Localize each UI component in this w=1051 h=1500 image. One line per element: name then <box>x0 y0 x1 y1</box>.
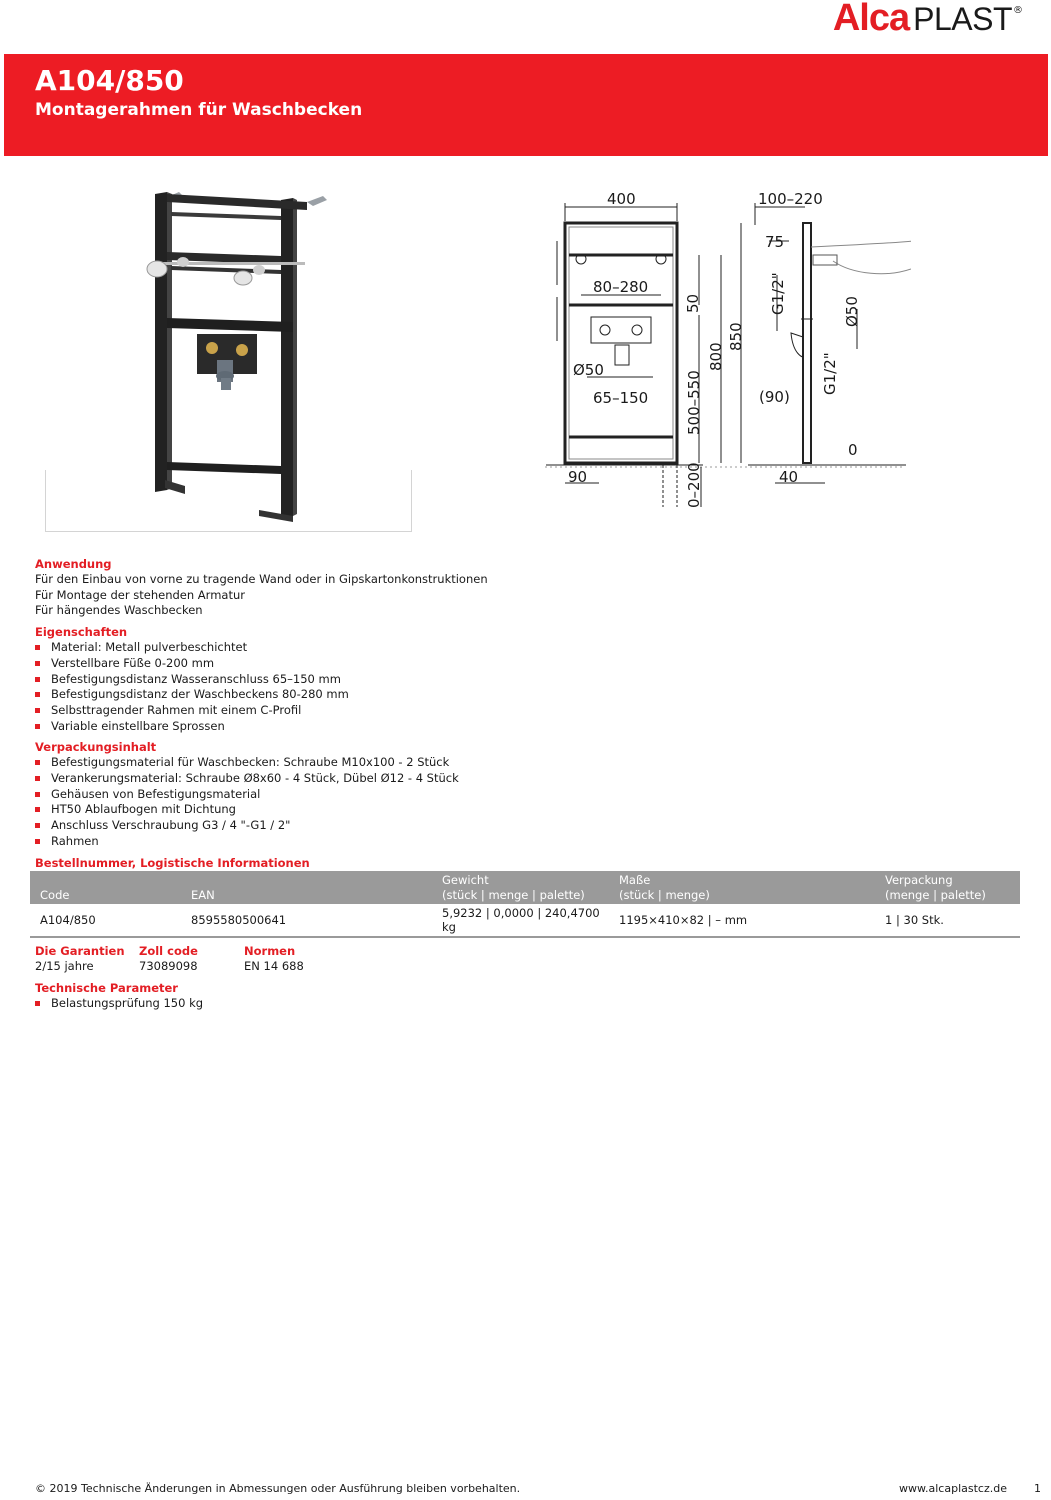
bullet-square-icon <box>35 823 40 828</box>
bullet-square-icon <box>35 792 40 797</box>
list-item <box>35 996 1025 1012</box>
meta-info <box>35 944 1025 975</box>
dim-800: 800 <box>707 342 725 371</box>
list-item-text: Befestigungsdistanz Wasseranschluss 65–150 mm <box>51 671 341 686</box>
dimension-drawing-icon <box>543 185 911 515</box>
list-item <box>35 818 1025 834</box>
logistics-table <box>30 871 1020 938</box>
page-footer <box>35 1482 1041 1495</box>
logo-registered: ® <box>1013 5 1023 16</box>
technische-list <box>35 996 1025 1012</box>
list-item <box>35 640 1025 656</box>
list-item-text: Befestigungsdistanz der Waschbeckens 80-280 mm <box>51 687 349 702</box>
bullet-square-icon <box>35 645 40 650</box>
list-item-text: Variable einstellbare Sprossen <box>51 718 225 733</box>
cell-verpackung: 1 | 30 Stk. <box>875 904 1020 937</box>
list-item-text: Material: Metall pulverbeschichtet <box>51 640 248 655</box>
list-item <box>35 834 1025 850</box>
product-photo <box>45 180 411 532</box>
cell-ean: 8595580500641 <box>181 904 432 937</box>
brand-logo <box>832 0 1023 39</box>
list-item <box>35 687 1025 703</box>
dim-zero: 0 <box>848 441 858 459</box>
anwendung-title: Anwendung <box>35 557 112 571</box>
logo-alca: Alca <box>832 0 910 39</box>
product-subtitle: Montagerahmen für Waschbecken <box>35 100 363 120</box>
col-header-gewicht: Gewicht (stück | menge | palette) <box>432 871 609 904</box>
list-item <box>35 771 1025 787</box>
bullet-square-icon <box>35 776 40 781</box>
meta-label: Die Garantien <box>35 943 125 958</box>
dim-80-280: 80–280 <box>593 278 649 296</box>
product-code: A104/850 <box>35 64 184 97</box>
technical-drawing <box>543 185 911 515</box>
cell-gewicht: 5,9232 | 0,0000 | 240,4700 kg <box>432 904 609 937</box>
dim-0-200: 0–200 <box>685 462 703 508</box>
spec-content <box>35 556 1025 1012</box>
dim-d50-front: Ø50 <box>573 361 604 379</box>
bullet-square-icon <box>35 677 40 682</box>
cell-code: A104/850 <box>30 904 181 937</box>
meta-label: Zoll code <box>139 943 198 958</box>
technische-title: Technische Parameter <box>35 980 178 995</box>
dim-50: 50 <box>684 293 702 313</box>
footer-url[interactable]: www.alcaplastcz.de <box>899 1482 1007 1495</box>
dim-100-220: 100–220 <box>758 190 823 208</box>
list-item-text: Befestigungsmaterial für Waschbecken: Schraube M10x100 - 2 Stück <box>51 755 450 770</box>
anwendung-line: Für hängendes Waschbecken <box>35 603 203 618</box>
eigenschaften-list <box>35 640 1025 734</box>
col-header-ean: EAN <box>181 871 432 904</box>
bullet-square-icon <box>35 692 40 697</box>
dim-400: 400 <box>607 190 636 208</box>
meta-value: 2/15 jahre <box>35 959 94 974</box>
list-item-text: Verstellbare Füße 0-200 mm <box>51 655 215 670</box>
list-item <box>35 719 1025 735</box>
list-item <box>35 802 1025 818</box>
anwendung-line: Für Montage der stehenden Armatur <box>35 587 245 602</box>
bullet-square-icon <box>35 708 40 713</box>
meta-garantie <box>35 944 139 975</box>
meta-label: Normen <box>244 943 296 958</box>
dim-40: 40 <box>779 468 799 486</box>
meta-normen <box>244 944 304 975</box>
list-item-text: Selbsttragender Rahmen mit einem C-Profil <box>51 702 302 717</box>
list-item-text: Gehäusen von Befestigungsmaterial <box>51 786 261 801</box>
list-item-text: HT50 Ablaufbogen mit Dichtung <box>51 802 236 817</box>
list-item-text: Verankerungsmaterial: Schraube Ø8x60 - 4 Stück, Dübel Ø12 - 4 Stück <box>51 771 459 786</box>
list-item-text: Anschluss Verschraubung G3 / 4 "-G1 / 2" <box>51 818 291 833</box>
bullet-square-icon <box>35 1001 40 1006</box>
col-header-code: Code <box>30 871 181 904</box>
dim-d50-side: Ø50 <box>843 296 861 327</box>
footer-copyright: © 2019 Technische Änderungen in Abmessungen oder Ausführung bleiben vorbehalten. <box>35 1482 521 1495</box>
bullet-square-icon <box>35 760 40 765</box>
bullet-square-icon <box>35 839 40 844</box>
col-header-masse: Maße (stück | menge) <box>609 871 875 904</box>
dim-65-150: 65–150 <box>593 389 649 407</box>
table-row <box>30 904 1020 937</box>
meta-value: EN 14 688 <box>244 959 304 974</box>
list-item <box>35 703 1025 719</box>
col-header-verpackung: Verpackung (menge | palette) <box>875 871 1020 904</box>
dim-90: 90 <box>568 468 588 486</box>
photo-frame-line <box>45 470 412 532</box>
cell-masse: 1195×410×82 | – mm <box>609 904 875 937</box>
list-item <box>35 787 1025 803</box>
dim-g12-bottom: G1/2" <box>821 352 839 395</box>
bullet-square-icon <box>35 807 40 812</box>
meta-value: 73089098 <box>139 959 198 974</box>
list-item <box>35 755 1025 771</box>
list-item <box>35 656 1025 672</box>
bullet-square-icon <box>35 724 40 729</box>
dim-90-paren: (90) <box>759 388 790 406</box>
header-banner <box>4 54 1048 156</box>
eigenschaften-title: Eigenschaften <box>35 625 128 640</box>
table-header-row <box>30 871 1020 904</box>
footer-page-number: 1 <box>1034 1482 1041 1495</box>
verpackungsinhalt-list <box>35 755 1025 849</box>
list-item-text: Belastungsprüfung 150 kg <box>51 995 204 1010</box>
meta-zollcode <box>139 944 244 975</box>
logistik-title: Bestellnummer, Logistische Informationen <box>35 855 310 870</box>
dim-75: 75 <box>765 233 785 251</box>
dim-850: 850 <box>727 322 745 351</box>
logo-plast: PLAST <box>913 1 1012 37</box>
bullet-square-icon <box>35 661 40 666</box>
dim-500-550: 500–550 <box>685 370 703 435</box>
list-item-text: Rahmen <box>51 833 99 848</box>
anwendung-line: Für den Einbau von vorne zu tragende Wand oder in Gipskartonkonstruktionen <box>35 572 488 586</box>
list-item <box>35 672 1025 688</box>
dim-g12-top: G1/2" <box>769 272 787 315</box>
verpackungsinhalt-title: Verpackungsinhalt <box>35 740 157 755</box>
